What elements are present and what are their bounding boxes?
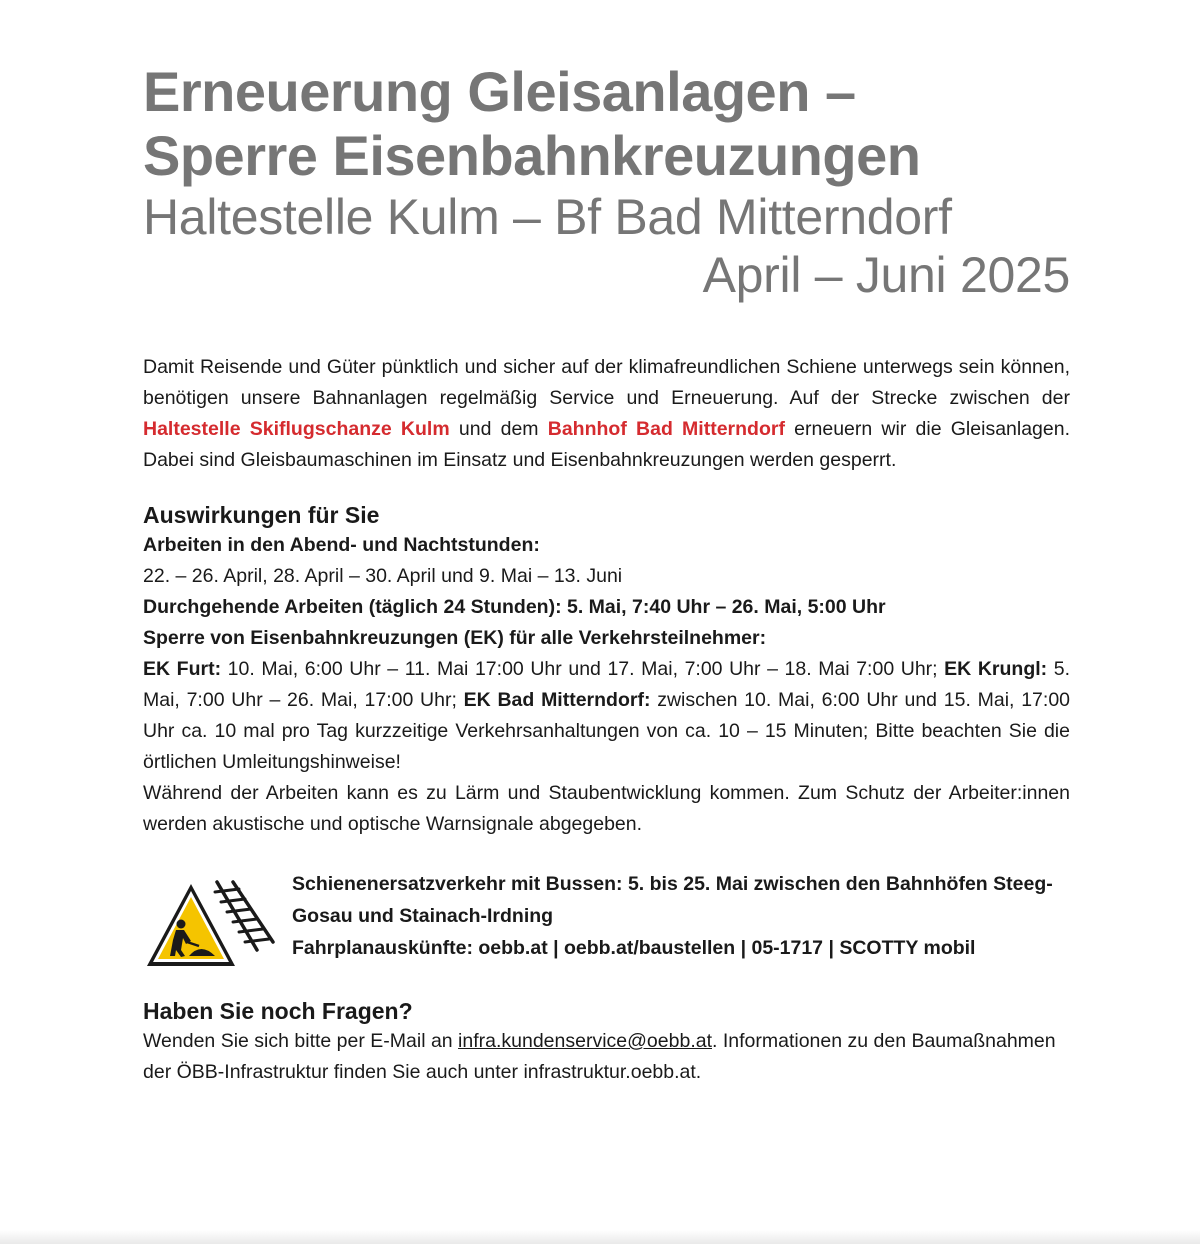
contact-paragraph [143,1026,1070,1088]
replacement-info [292,868,1070,964]
ek-bad-mitterndorf-label: EK Bad Mitterndorf: [463,689,651,711]
replacement-bus-block [143,868,1070,972]
intro-text-2: und dem [449,418,548,440]
construction-sign-icon [145,880,275,972]
highlight-stop-kulm: Haltestelle Skiflugschanze Kulm [143,418,450,440]
subtitle-period: April – Juni 2025 [702,247,1070,303]
night-work-label: Arbeiten in den Abend- und Nachtstunden: [143,534,540,556]
ek-furt-label: EK Furt: [143,658,222,680]
contact-text-2: . Informationen zu den Baumaßnahmen der ÖBB-Infrastruktur finden Sie auch unter infrastruktur.oebb.at. [143,1030,1056,1083]
ek-krungl-label: EK Krungl: [944,658,1048,680]
ek-krungl-text: 5. Mai, 7:00 Uhr – 26. Mai, 17:00 Uhr; [143,658,1071,711]
impact-section [143,500,1070,840]
notice-page [143,60,1070,1088]
ek-furt-text: 10. Mai, 6:00 Uhr – 11. Mai 17:00 Uhr und 17. Mai, 7:00 Uhr – 18. Mai 7:00 Uhr; [221,658,945,680]
closure-details [143,654,1070,778]
intro-paragraph [143,352,1070,476]
contact-email-link[interactable]: infra.kundenservice@oebb.at [458,1030,712,1052]
subtitle-route: Haltestelle Kulm – Bf Bad Mitterndorf [143,189,952,245]
contact-text-1: Wenden Sie sich bitte per E-Mail an [143,1030,459,1052]
title-line-2: Sperre Eisenbahnkreuzungen [143,124,921,187]
impact-heading: Auswirkungen für Sie [143,502,380,528]
timetable-info: Fahrplanauskünfte: oebb.at | oebb.at/baustellen | 05-1717 | SCOTTY mobil [292,937,976,959]
contact-heading: Haben Sie noch Fragen? [143,998,413,1024]
closure-label: Sperre von Eisenbahnkreuzungen (EK) für alle Verkehrsteilnehmer: [143,627,767,649]
page-title [143,60,1070,188]
night-work-dates: 22. – 26. April, 28. April – 30. April und 9. Mai – 13. Juni [143,565,623,587]
title-line-1: Erneuerung Gleisanlagen – [143,60,856,123]
contact-section [143,996,1070,1088]
highlight-station-mitterndorf: Bahnhof Bad Mitterndorf [547,418,785,440]
replacement-bus-text: Schienenersatzverkehr mit Bussen: 5. bis 25. Mai zwischen den Bahnhöfen Steeg-Gosau und Stainach-Irdning [292,873,1053,927]
intro-text-3: erneuern wir die Gleisanlagen. Dabei sind Gleisbaumaschinen im Einsatz und Eisenbahnkreuzungen werden gesperrt. [143,418,1071,471]
noise-notice: Während der Arbeiten kann es zu Lärm und Staubentwicklung kommen. Zum Schutz der Arbeiter:innen werden akustische und optische Warnsignale abgegeben. [143,782,1070,835]
ek-bad-mitterndorf-text: zwischen 10. Mai, 6:00 Uhr und 15. Mai, 17:00 Uhr ca. 10 mal pro Tag kurzzeitige Verkehrsanhaltungen von ca. 10 – 15 Minuten; Bitte beachten Sie die örtlichen Umleitungshinweise! [143,689,1071,773]
continuous-work: Durchgehende Arbeiten (täglich 24 Stunden): 5. Mai, 7:40 Uhr – 26. Mai, 5:00 Uhr [143,596,886,618]
page-bottom-edge [0,1230,1200,1244]
intro-text-1: Damit Reisende und Güter pünktlich und sicher auf der klimafreundlichen Schiene unterwegs sein können, benötigen unsere Bahnanlagen regelmäßig Service und Erneuerung. Auf der Strecke zwischen der [143,356,1070,409]
